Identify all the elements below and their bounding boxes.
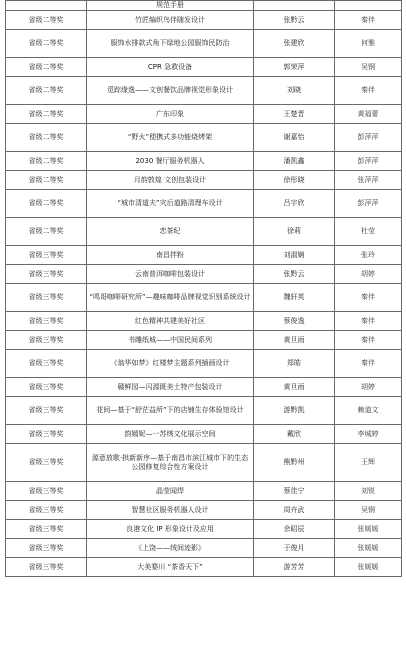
table-row: [6, 77, 402, 105]
level-cell: 省级三等奖: [6, 265, 87, 284]
title-cell: 源意放歌·拱新新序—基于南昌市滨江城市下的生态公园修复综合性方案设计: [87, 444, 254, 482]
title-cell: 晶莹闻焊: [87, 482, 254, 501]
author-cell: 郭荣萍: [254, 58, 335, 77]
author-cell: 周卉武: [254, 501, 335, 520]
title-cell: CPR 急救设备: [87, 58, 254, 77]
table-row: [6, 218, 402, 246]
teacher-cell: 李城婷: [335, 425, 402, 444]
author-cell: 谢嘉怡: [254, 124, 335, 152]
awards-table: [5, 0, 402, 577]
author-cell: 游芳芳: [254, 558, 335, 577]
author-cell: 余昭辰: [254, 520, 335, 539]
author-cell: 徐莉: [254, 218, 335, 246]
author-cell: 刘晓: [254, 77, 335, 105]
table-row: [6, 444, 402, 482]
level-cell: 省级三等奖: [6, 312, 87, 331]
title-cell: 觅踪缘逸——文创餐饮品牌视觉形象设计: [87, 77, 254, 105]
teacher-cell: 张媛媛: [335, 539, 402, 558]
teacher-cell: 吴钢: [335, 58, 402, 77]
author-cell: 徐彤晓: [254, 171, 335, 190]
title-cell: 《翁华如梦》红楼梦主题系列插画设计: [87, 350, 254, 378]
awards-table-body: [6, 1, 402, 577]
table-row: [6, 30, 402, 58]
table-row: [6, 397, 402, 425]
table-row: [6, 284, 402, 312]
title-cell: 服饰水排款式角下绿地公园服饰民防治: [87, 30, 254, 58]
author-cell: 蔡佳宁: [254, 482, 335, 501]
level-cell: 省级二等奖: [6, 171, 87, 190]
title-cell: 书雕纸城——中国民间系列: [87, 331, 254, 350]
teacher-cell: 杜莹: [335, 218, 402, 246]
level-cell: 省级三等奖: [6, 520, 87, 539]
teacher-cell: 秦伴: [335, 77, 402, 105]
teacher-cell: 秦伴: [335, 11, 402, 30]
title-cell: “野火”便携式多功能烧烤架: [87, 124, 254, 152]
title-cell: 恋茶纪: [87, 218, 254, 246]
teacher-cell: 张玲: [335, 246, 402, 265]
title-cell: 南昌拌粉: [87, 246, 254, 265]
title-cell: 良港文化 IP 形象设计及应用: [87, 520, 254, 539]
level-cell: 省级三等奖: [6, 539, 87, 558]
author-cell: 黄旦雨: [254, 378, 335, 397]
level-cell: 省级二等奖: [6, 30, 87, 58]
author-cell: 于俊月: [254, 539, 335, 558]
teacher-cell: 彭萍萍: [335, 190, 402, 218]
level-cell: 省级三等奖: [6, 284, 87, 312]
title-cell: 云南普洱咖啡包装设计: [87, 265, 254, 284]
table-row: [6, 246, 402, 265]
teacher-cell: 刘锐: [335, 482, 402, 501]
level-cell: 省级三等奖: [6, 425, 87, 444]
level-cell: 省级二等奖: [6, 105, 87, 124]
level-cell: 省级二等奖: [6, 218, 87, 246]
author-cell: 熊黔州: [254, 444, 335, 482]
author-cell: 郑皓: [254, 350, 335, 378]
level-cell: 省级三等奖: [6, 378, 87, 397]
author-cell: 刘淑娴: [254, 246, 335, 265]
table-row: [6, 482, 402, 501]
level-cell: 省级三等奖: [6, 501, 87, 520]
author-cell: 王楚晋: [254, 105, 335, 124]
table-row: [6, 265, 402, 284]
table-row: [6, 124, 402, 152]
teacher-cell: [335, 1, 402, 11]
title-cell: 月韵敦煌 文创包装设计: [87, 171, 254, 190]
title-cell: 韵嫣妮—一苏绣文化展示空间: [87, 425, 254, 444]
title-cell: 《上饶——绒间迹影》: [87, 539, 254, 558]
level-cell: 省级三等奖: [6, 482, 87, 501]
level-cell: 省级三等奖: [6, 558, 87, 577]
author-cell: 魏轩英: [254, 284, 335, 312]
table-row: [6, 312, 402, 331]
author-cell: 吕宇欣: [254, 190, 335, 218]
title-cell: 智慧社区服务机器人设计: [87, 501, 254, 520]
author-cell: 黄旦雨: [254, 331, 335, 350]
level-cell: 省级三等奖: [6, 331, 87, 350]
teacher-cell: 何雅: [335, 30, 402, 58]
author-cell: 张黔云: [254, 265, 335, 284]
table-row: [6, 105, 402, 124]
title-cell: 大美婺川 “茶香天下”: [87, 558, 254, 577]
author-cell: 张建欣: [254, 30, 335, 58]
table-row: [6, 152, 402, 171]
teacher-cell: 赖道文: [335, 397, 402, 425]
teacher-cell: 张媛媛: [335, 520, 402, 539]
author-cell: 蔡俊逸: [254, 312, 335, 331]
title-cell: 规范手册: [87, 1, 254, 11]
level-cell: 省级三等奖: [6, 350, 87, 378]
table-row: [6, 11, 402, 30]
author-cell: 戴欣: [254, 425, 335, 444]
title-cell: 红色精神共建美好社区: [87, 312, 254, 331]
table-row: [6, 58, 402, 77]
teacher-cell: 秦伴: [335, 312, 402, 331]
level-cell: 省级三等奖: [6, 444, 87, 482]
table-row: [6, 331, 402, 350]
table-row: [6, 171, 402, 190]
teacher-cell: 吴钢: [335, 501, 402, 520]
teacher-cell: 胡婷: [335, 378, 402, 397]
table-row-top: [6, 1, 402, 11]
level-cell: 省级二等奖: [6, 190, 87, 218]
teacher-cell: 黄福蕾: [335, 105, 402, 124]
table-row: [6, 378, 402, 397]
level-cell: 省级二等奖: [6, 58, 87, 77]
teacher-cell: 秦伴: [335, 331, 402, 350]
table-row: [6, 425, 402, 444]
teacher-cell: 张萍萍: [335, 171, 402, 190]
table-row: [6, 520, 402, 539]
table-row: [6, 350, 402, 378]
title-cell: 赣鲜园—闪源既美土特产包装设计: [87, 378, 254, 397]
author-cell: 张黔云: [254, 11, 335, 30]
author-cell: [254, 1, 335, 11]
title-cell: 广东印象: [87, 105, 254, 124]
level-cell: [6, 1, 87, 11]
title-cell: 花间—基于“舒茫益所”下的店铺生存体验馆设计: [87, 397, 254, 425]
author-cell: 游黔凯: [254, 397, 335, 425]
title-cell: “鸣哥咖啡研究所”—趣味咖啡品牌视觉识别系统设计: [87, 284, 254, 312]
table-row: [6, 190, 402, 218]
teacher-cell: 彭萍萍: [335, 152, 402, 171]
title-cell: 2030 餐厅服务机器人: [87, 152, 254, 171]
level-cell: 省级三等奖: [6, 246, 87, 265]
teacher-cell: 王辉: [335, 444, 402, 482]
teacher-cell: 胡婷: [335, 265, 402, 284]
teacher-cell: 张媛媛: [335, 558, 402, 577]
table-row: [6, 558, 402, 577]
level-cell: 省级二等奖: [6, 11, 87, 30]
teacher-cell: 秦伴: [335, 350, 402, 378]
teacher-cell: 彭萍萍: [335, 124, 402, 152]
author-cell: 潘凯鑫: [254, 152, 335, 171]
level-cell: 省级二等奖: [6, 77, 87, 105]
level-cell: 省级三等奖: [6, 397, 87, 425]
table-row: [6, 539, 402, 558]
level-cell: 省级二等奖: [6, 152, 87, 171]
teacher-cell: 秦伴: [335, 284, 402, 312]
table-row: [6, 501, 402, 520]
title-cell: 竹匠编织鸟伴随发设计: [87, 11, 254, 30]
title-cell: “城市清道夫”灾后道路清理车设计: [87, 190, 254, 218]
level-cell: 省级二等奖: [6, 124, 87, 152]
